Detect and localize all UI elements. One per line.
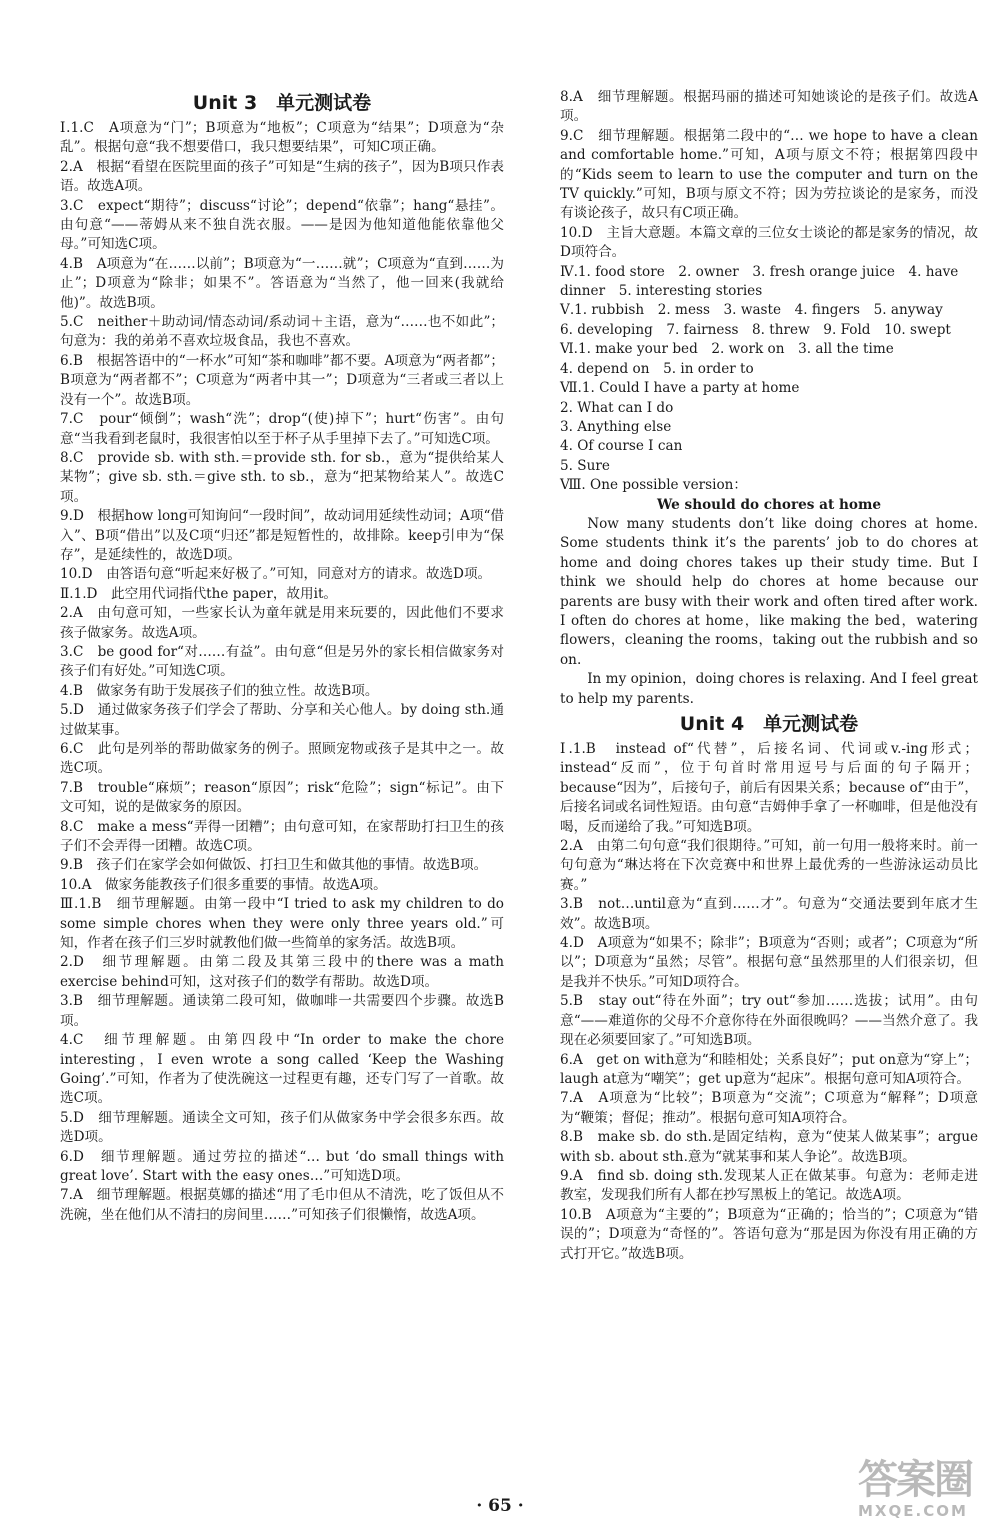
answer-line: 5. Sure	[560, 457, 610, 474]
answer-item: 8.C provide sb. with sth.＝provide sth. for sb.，意为“提供给某人某物”；give sb. sth.＝give sth. to sb.，意为“把某物给某人”。故选C项。	[60, 449, 504, 505]
answer-item: 5.C neither＋助动词/情态动词/系动词＋主语，意为“……也不如此”；句意为：我的弟弟不喜欢垃圾食品，我也不喜欢。	[60, 314, 504, 350]
answer-item: 2.A 由第二句句意“我们很期待。”可知，前一句用一般将来时。前一句句意为“琳达将在下次竞赛中和世界上最优秀的一些游泳运动员比赛。”	[560, 838, 978, 893]
answer-line: Ⅴ.1. rubbish 2. mess 3. waste 4. fingers 5. anyway	[560, 302, 943, 319]
answer-item: 4.C 细节理解题。由第四段中“In order to make the chore interesting，I even wrote a song called ‘Keep the Washing Going’.”可知，作者为了使洗碗这一过程更有趣，还专门写了一首歌。故选C项。	[60, 1032, 504, 1107]
watermark-logo	[858, 1458, 990, 1528]
answer-item: 2.A 根据“看望在医院里面的孩子”可知是“生病的孩子”，因为B项只作表语。故选A项。	[60, 158, 504, 195]
answer-item: 10.D 主旨大意题。本篇文章的三位女士谈论的都是家务的情况，故D项符合。	[560, 224, 978, 261]
watermark-url: MXQE.COM	[858, 1502, 968, 1520]
answer-item: Ⅰ.1.B instead of“代替”，后接名词、代词或v.-ing形式；instead“反而”，位于句首时常用逗号与后面的句子隔开；because“因为”，后接句子，前后有因果关系；because of“由于”，后接名词或名词性短语。由句意“吉姆伸手拿了一杯咖啡，但是他没有喝，反而递给了我。”可知选B项。	[560, 741, 978, 835]
answer-line: 2. What can I do	[560, 399, 674, 416]
answer-item: 6.C 此句是列举的帮助做家务的例子。照顾宠物或孩子是其中之一。故选C项。	[60, 741, 504, 777]
section-label: Ⅷ. One possible version：	[560, 477, 748, 494]
answer-item: 7.A 细节理解题。根据莫娜的描述“用了毛巾但从不清洗，吃了饭但从不洗碗，坐在他们从不清扫的房间里……”可知孩子们很懒惰，故选A项。	[60, 1187, 504, 1223]
answer-item: 8.C make a mess“弄得一团糟”；由句意可知，在家帮助打扫卫生的孩子们不会弄得一团糟。故选C项。	[60, 818, 504, 855]
answer-line: Ⅵ.1. make your bed 2. work on 3. all the time	[560, 341, 894, 358]
answer-item: 4.B 做家务有助于发展孩子们的独立性。故选B项。	[60, 682, 379, 699]
unit3-section-3	[60, 895, 504, 1225]
answer-item: 9.D 根据how long可知询问“一段时间”，故动词用延续性动词；A项“借入”、B项“借出”以及C项“归还”都是短暂性的，故排除。keep引申为“保存”，是延续性的，故选D项。	[60, 508, 504, 563]
answer-line: 6. developing 7. fairness 8. threw 9. Fold 10. swept	[560, 321, 951, 338]
answer-line: 3. Anything else	[560, 418, 672, 435]
answer-item: 10.B A项意为“主要的”；B项意为“正确的；恰当的”；C项意为“错误的”；D项意为“奇怪的”。答语句意为“那是因为你没有用正确的方式打开它。”故选B项。	[560, 1206, 978, 1262]
essay-title: We should do chores at home	[657, 496, 881, 513]
answer-item: 6.D 细节理解题。通过劳拉的描述“… but ‘do small things with great love’. Start with the easy ones…”可知选D项。	[60, 1148, 504, 1184]
essay-paragraph: Now many students don’t like doing chores at home. Some students think it’s the parents’ job to do chores at home and doing chores takes up their study time. But I think we should help do chores at home because our parents are busy with their work and often tired after work. I often do chores at home，like making the bed，watering flowers，cleaning the rooms，taking out the rubbish and so on.	[560, 515, 978, 668]
answer-item: 3.C be good for“对……有益”。由句意“但是另外的家长相信做家务对孩子们有好处。”可知选C项。	[60, 643, 504, 680]
answer-item: 9.C 细节理解题。根据第二段中的“… we hope to have a clean and comfortable home.”可知，A项与原文不符；根据第四段中的“Kids seem to learn to use the computer and turn on the TV quickly.”可知，B项与原文不符；因为劳拉谈论的是家务，而没有谈论孩子，故只有C项正确。	[560, 127, 978, 222]
answer-item: 6.B 根据答语中的“一杯水”可知“茶和咖啡”都不要。A项意为“两者都”；B项意为“两者都不”；C项意为“两者中其一”；D项意为“三者或三者以上没有一个”。故选B项。	[60, 352, 504, 408]
unit3-section-1	[60, 119, 504, 585]
answer-item: 10.A 做家务能教孩子们很多重要的事情。故选A项。	[60, 876, 387, 893]
unit3-section-5	[560, 301, 978, 340]
answer-item: Ⅱ.1.D 此空用代词指代the paper，故用it。	[60, 585, 337, 602]
answer-item: 2.D 细节理解题。由第二段及其第三段中的there was a math exercise behind可知，这对孩子们的数学有帮助。故选D项。	[60, 954, 504, 990]
answer-item: 6.A get on with意为“和睦相处；关系良好”；put on意为“穿上”；laugh at意为“嘲笑”；get up意为“起床”。根据句意可知A项符合。	[560, 1051, 978, 1087]
page-number: · 65 ·	[476, 1496, 524, 1516]
answer-line: Ⅶ.1. Could I have a party at home	[560, 380, 800, 397]
unit3-section-8	[560, 476, 978, 709]
answer-item: 7.A A项意为“比较”；B项意为“交流”；C项意为“解释”；D项意为“鞭策；督促；推动”。根据句意可知A项符合。	[560, 1090, 978, 1126]
answer-item: 8.A 细节理解题。根据玛丽的描述可知她谈论的是孩子们。故选A项。	[560, 89, 978, 125]
unit3-title: Unit 3 单元测试卷	[192, 92, 372, 114]
unit3-section-7	[560, 379, 978, 476]
answer-item: 7.B trouble“麻烦”；reason“原因”；risk“危险”；sign“标记”。由下文可知，说的是做家务的原因。	[60, 779, 504, 816]
answer-item: 5.D 通过做家务孩子们学会了帮助、分享和关心他人。by doing sth.通过做某事。	[60, 702, 504, 738]
answer-item: 3.C expect“期待”；discuss“讨论”；depend“依靠”；hang“悬挂”。由句意“——蒂姆从来不独自洗衣服。——是因为他知道他能依靠他父母。”可知选C项。	[60, 197, 504, 253]
answer-item: 3.B not…until意为“直到……才”。句意为“交通法要到年底才生效”。故选B项。	[560, 896, 978, 932]
answer-item: 3.B 细节理解题。通读第二段可知，做咖啡一共需要四个步骤。故选B项。	[60, 993, 504, 1029]
unit3-section-3-continued	[560, 88, 978, 263]
left-column	[60, 88, 504, 1225]
answer-item: 5.D 细节理解题。通读全文可知，孩子们从做家务中学会很多东西。故选D项。	[60, 1109, 504, 1146]
answer-item: 10.D 由答语句意“听起来好极了。”可知，同意对方的请求。故选D项。	[60, 566, 492, 583]
answer-item: 7.C pour“倾倒”；wash“洗”；drop“(使)掉下”；hurt“伤害”。由句意“当我看到老鼠时，我很害怕以至于杯子从手里掉下去了。”可知选C项。	[60, 411, 504, 447]
right-column	[560, 88, 978, 1264]
unit4-section-1	[560, 740, 978, 1264]
essay-paragraph: In my opinion，doing chores is relaxing. And I feel great to help my parents.	[560, 671, 978, 707]
unit4-title: Unit 4 单元测试卷	[679, 713, 859, 735]
unit3-section-6	[560, 340, 978, 379]
answer-line: 4. depend on 5. in order to	[560, 360, 754, 377]
answer-item: 9.B 孩子们在家学会如何做饭、打扫卫生和做其他的事情。故选B项。	[60, 857, 488, 874]
answer-item: Ⅰ.1.C A项意为“门”；B项意为“地板”；C项意为“结果”；D项意为“杂乱”。根据句意“我不想要借口，我只想要结果”，可知C项正确。	[60, 120, 504, 156]
answer-item: 4.D A项意为“如果不；除非”；B项意为“否则；或者”；C项意为“所以”；D项意为“虽然；尽管”。根据句意“虽然那里的人们很亲切，但是我并不快乐。”可知D项符合。	[560, 935, 978, 990]
unit3-section-4: Ⅳ.1. food store 2. owner 3. fresh orange juice 4. have dinner 5. interesting stories	[560, 263, 959, 300]
unit3-section-2	[60, 585, 504, 896]
answer-line: 4. Of course I can	[560, 438, 683, 455]
answer-item: 8.B make sb. do sth.是固定结构，意为“使某人做某事”；argue with sb. about sth.意为“就某事和某人争论”。故选B项。	[560, 1129, 978, 1165]
watermark-text: 答案圈	[858, 1457, 972, 1503]
answer-item: 9.A find sb. doing sth.发现某人正在做某事。句意为：老师走进教室，发现我们所有人都在抄写黑板上的笔记。故选A项。	[560, 1167, 978, 1204]
answer-item: 4.B A项意为“在……以前”；B项意为“一……就”；C项意为“直到……为止”；D项意为“除非；如果不”。答语意为“当然了，他一回来(我就给他)”。故选B项。	[60, 255, 504, 311]
answer-item: 2.A 由句意可知，一些家长认为童年就是用来玩要的，因此他们不要求孩子做家务。故选A项。	[60, 605, 504, 641]
answer-item: 5.B stay out“待在外面”；try out“参加……选拔；试用”。由句意“——难道你的父母不介意你待在外面很晚吗？——当然介意了。我现在必须要回家了。”可知选B项。	[560, 993, 978, 1049]
answer-item: Ⅲ.1.B 细节理解题。由第一段中“I tried to ask my children to do some simple chores when they were only three years old.”可知，作者在孩子们三岁时就教他们做一些简单的家务活。故选B项。	[60, 896, 504, 952]
